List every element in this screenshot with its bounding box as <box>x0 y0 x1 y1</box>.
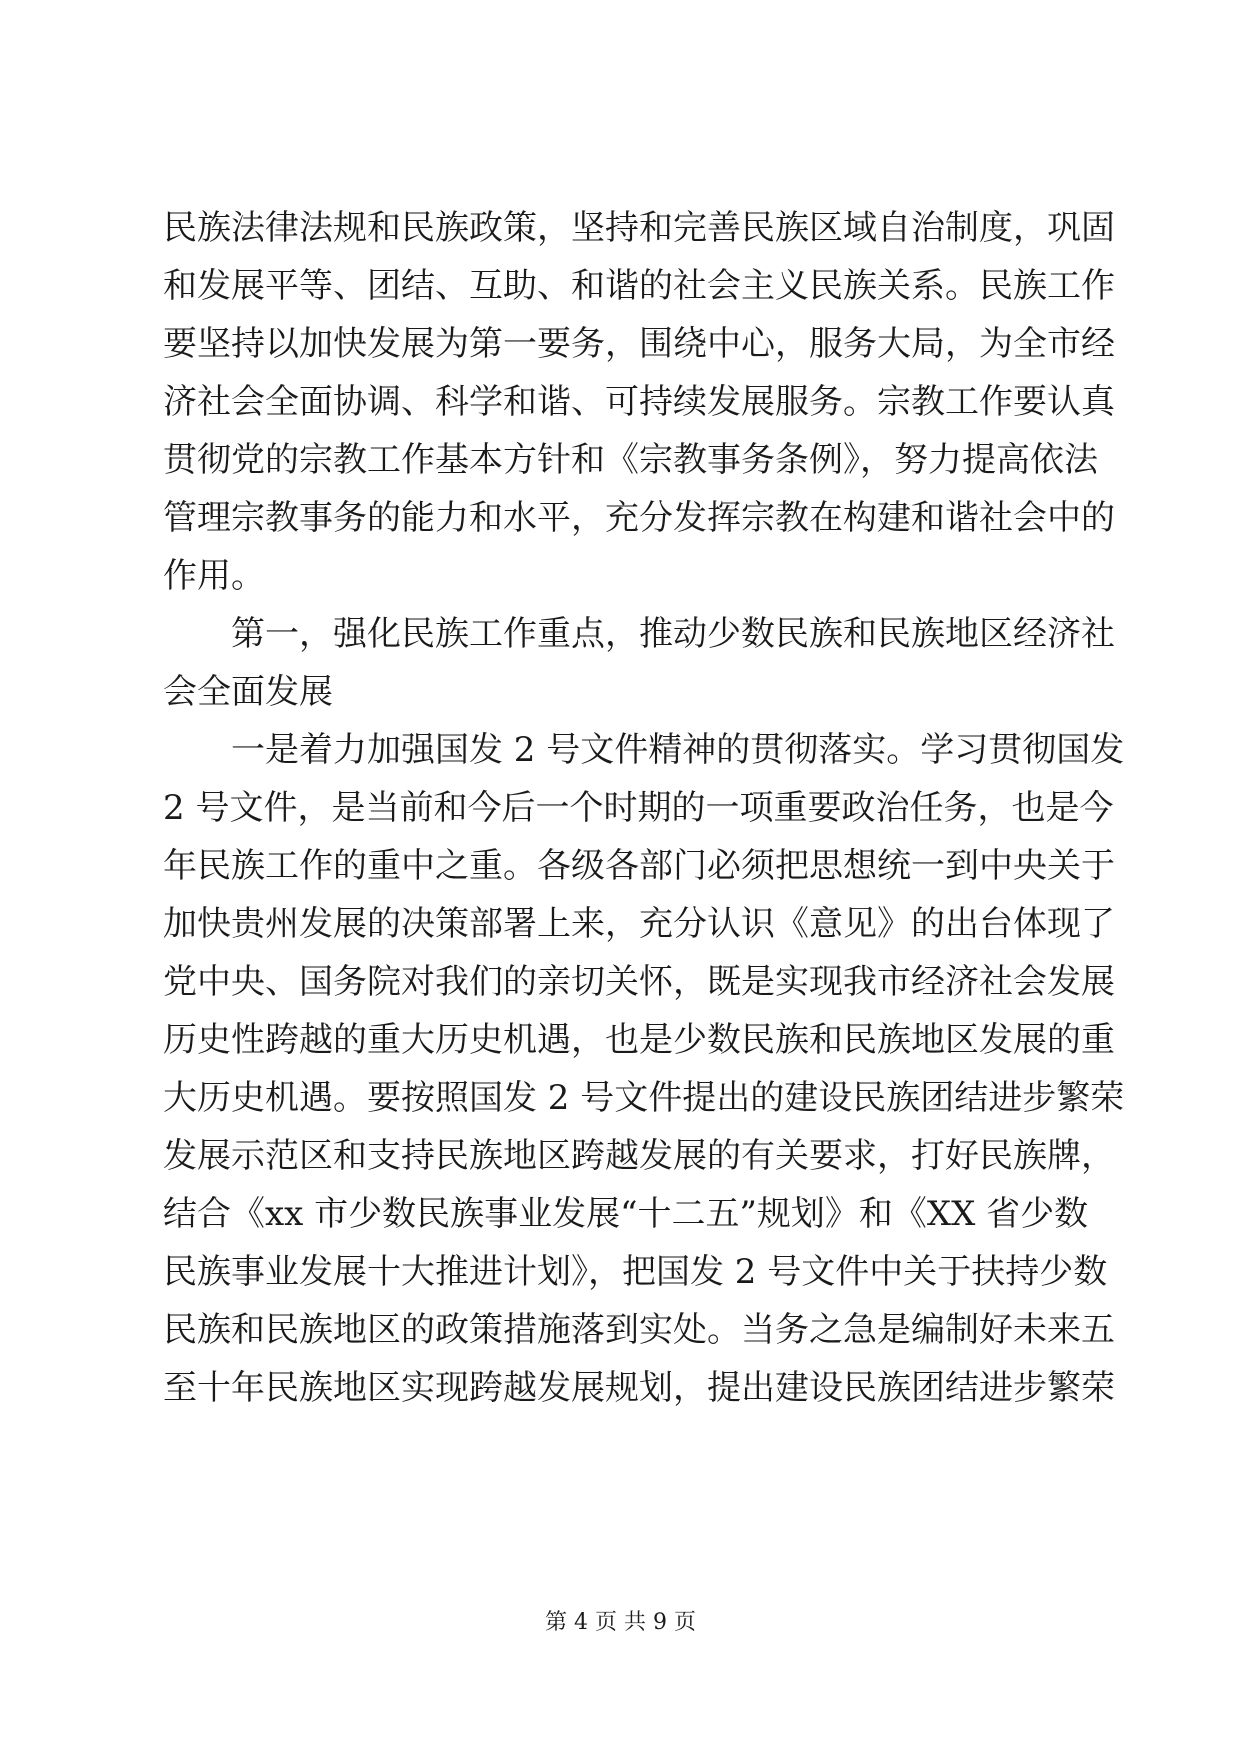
body-text-line: 一是着力加强国发 2 号文件精神的贯彻落实。学习贯彻国发 <box>163 730 1125 770</box>
body-text-line: 至十年民族地区实现跨越发展规划，提出建设民族团结进步繁荣 <box>163 1368 1115 1408</box>
body-text-line: 要坚持以加快发展为第一要务，围绕中心，服务大局，为全市经 <box>163 324 1115 364</box>
body-text-line: 党中央、国务院对我们的亲切关怀，既是实现我市经济社会发展 <box>163 962 1115 1002</box>
body-text-line: 大历史机遇。要按照国发 2 号文件提出的建设民族团结进步繁荣 <box>163 1078 1125 1118</box>
body-text-line: 济社会全面协调、科学和谐、可持续发展服务。宗教工作要认真 <box>163 382 1115 422</box>
body-text-line: 贯彻党的宗教工作基本方针和《宗教事务条例》，努力提高依法 <box>163 440 1098 480</box>
body-text-line: 民族事业发展十大推进计划》，把国发 2 号文件中关于扶持少数 <box>163 1252 1108 1292</box>
body-text-line: 和发展平等、团结、互助、和谐的社会主义民族关系。民族工作 <box>163 266 1115 306</box>
body-text-line: 结合《xx 市少数民族事业发展“十二五”规划》和《XX 省少数 <box>163 1194 1089 1234</box>
section-heading-line: 会全面发展 <box>163 672 333 712</box>
body-text-line: 民族法律法规和民族政策，坚持和完善民族区域自治制度，巩固 <box>163 208 1115 248</box>
body-text-line: 2 号文件，是当前和今后一个时期的一项重要政治任务，也是今 <box>163 788 1114 828</box>
body-text-line: 作用。 <box>163 556 265 596</box>
body-text-line: 年民族工作的重中之重。各级各部门必须把思想统一到中央关于 <box>163 846 1115 886</box>
body-text-line: 历史性跨越的重大历史机遇，也是少数民族和民族地区发展的重 <box>163 1020 1115 1060</box>
page-number-footer: 第 4 页 共 9 页 <box>545 1610 696 1635</box>
body-text-line: 民族和民族地区的政策措施落到实处。当务之急是编制好未来五 <box>163 1310 1115 1350</box>
body-text-line: 发展示范区和支持民族地区跨越发展的有关要求，打好民族牌， <box>163 1136 1115 1176</box>
body-text-line: 加快贵州发展的决策部署上来，充分认识《意见》的出台体现了 <box>163 904 1115 944</box>
section-heading-line: 第一，强化民族工作重点，推动少数民族和民族地区经济社 <box>163 614 1115 654</box>
body-text-line: 管理宗教事务的能力和水平，充分发挥宗教在构建和谐社会中的 <box>163 498 1115 538</box>
